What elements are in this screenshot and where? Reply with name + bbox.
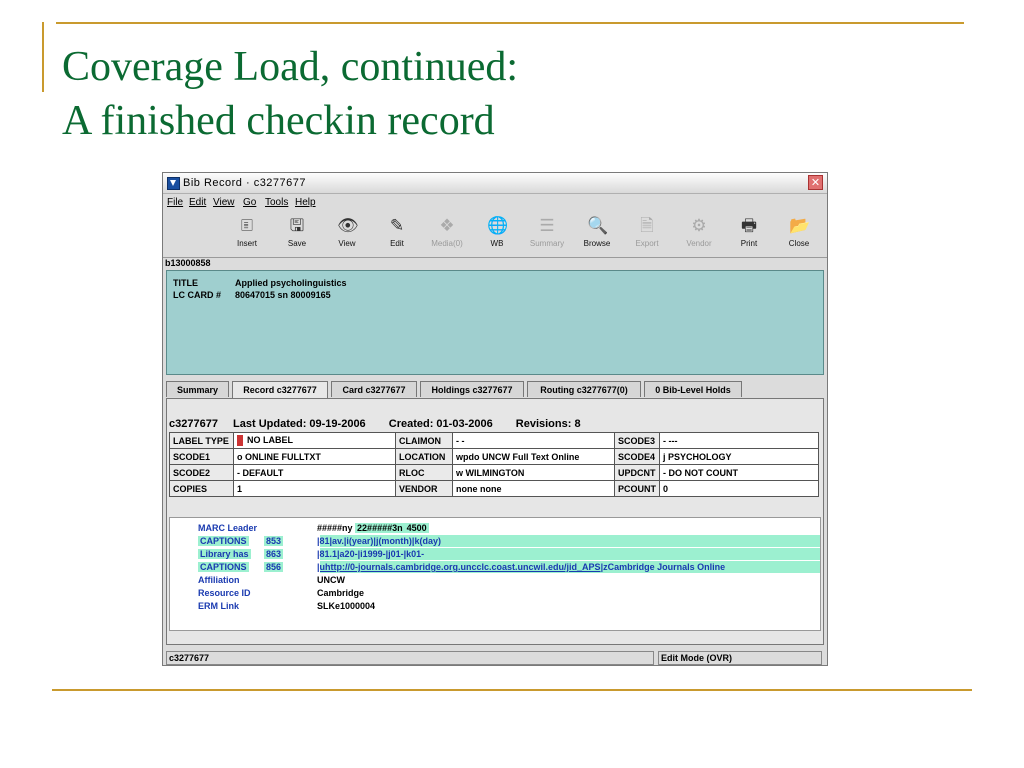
marc-row-library-has-863[interactable]	[170, 548, 820, 560]
window-title: Bib Record · c3277677	[183, 177, 307, 189]
field-value-location[interactable]: wpdo UNCW Full Text Online	[453, 449, 615, 465]
export-label: Export	[635, 239, 659, 248]
field-value-scode4[interactable]: j PSYCHOLOGY	[660, 449, 819, 465]
edit-button[interactable]	[375, 216, 419, 256]
bib-title-row	[173, 278, 347, 288]
field-label: CLAIMON	[396, 433, 453, 449]
marc-row-captions-856[interactable]	[170, 561, 820, 573]
media-label: Media(0)	[431, 239, 463, 248]
menu-view[interactable]: View	[213, 197, 235, 208]
slide-title-line2: A finished checkin record	[62, 98, 495, 144]
tab-bib-level-holds[interactable]: 0 Bib-Level Holds	[644, 381, 742, 397]
export-button[interactable]	[625, 216, 669, 256]
edit-label: Edit	[390, 239, 404, 248]
marc-value: UNCW	[317, 575, 345, 585]
marc-value	[317, 523, 429, 533]
record-tabs	[166, 381, 822, 399]
insert-button[interactable]	[225, 216, 269, 256]
edit-pencil-icon: ✎	[389, 216, 405, 235]
marc-fields-area	[169, 517, 821, 631]
table-row	[170, 481, 819, 497]
vendor-label: Vendor	[686, 239, 712, 248]
bib-lccard-label: LC CARD #	[173, 290, 222, 300]
print-label: Print	[740, 239, 758, 248]
tab-record[interactable]: Record c3277677	[232, 381, 328, 399]
marc-row-erm-link[interactable]	[170, 600, 820, 612]
bib-lccard-row	[173, 290, 331, 300]
record-id: c3277677	[169, 418, 218, 430]
app-logo-icon	[167, 177, 180, 190]
vendor-icon: ⚙	[691, 216, 707, 235]
window-close-button[interactable]: ✕	[808, 175, 823, 190]
save-label: Save	[287, 239, 307, 248]
marc-row-resource-id[interactable]	[170, 587, 820, 599]
menu-file[interactable]: File	[167, 197, 184, 208]
export-icon: 🗎	[640, 216, 654, 235]
field-value-scode3[interactable]: - ---	[660, 433, 819, 449]
record-panel	[166, 398, 824, 645]
marc-row-captions-853[interactable]	[170, 535, 820, 547]
field-label: SCODE4	[615, 449, 660, 465]
field-label: RLOC	[396, 465, 453, 481]
status-bar	[166, 651, 822, 665]
marc-value	[317, 562, 725, 572]
field-value-rloc[interactable]: w WILMINGTON	[453, 465, 615, 481]
marc-value: SLKe1000004	[317, 601, 376, 611]
menu-edit[interactable]: Edit	[189, 197, 207, 208]
menu-go[interactable]: Go	[243, 197, 257, 208]
window-titlebar[interactable]	[163, 173, 827, 194]
field-value-text: NO LABEL	[247, 434, 293, 445]
vendor-button[interactable]	[677, 216, 721, 256]
bib-number: b13000858	[163, 257, 828, 270]
slide-top-rule	[56, 22, 964, 24]
marc-field-number: 856	[266, 562, 282, 572]
save-disk-icon: 🖫	[289, 216, 305, 235]
marc-tag: ERM Link	[198, 601, 240, 611]
magnifier-icon: 🔍	[587, 216, 609, 235]
tab-holdings[interactable]: Holdings c3277677	[420, 381, 524, 397]
table-row	[170, 433, 819, 449]
marc-field-number: 863	[266, 549, 282, 559]
globe-icon: 🌐	[487, 216, 509, 235]
flag-icon	[237, 435, 243, 446]
status-edit-mode: Edit Mode (OVR)	[658, 651, 822, 665]
field-label: LABEL TYPE	[170, 433, 234, 449]
browse-label: Browse	[583, 239, 611, 248]
marc-tag: Affiliation	[198, 575, 240, 585]
media-icon: ❖	[439, 216, 455, 235]
bib-lccard-value: 80647015 sn 80009165	[235, 290, 331, 300]
menu-help[interactable]: Help	[295, 197, 316, 208]
field-label: SCODE3	[615, 433, 660, 449]
close-button[interactable]	[777, 216, 821, 256]
status-record-id: c3277677	[166, 651, 654, 665]
save-button[interactable]	[275, 216, 319, 256]
insert-icon: 🗉	[240, 216, 254, 235]
field-label: PCOUNT	[615, 481, 660, 497]
bib-title-label: TITLE	[173, 278, 198, 288]
slide-title-line1: Coverage Load, continued:	[62, 44, 519, 90]
field-label: UPDCNT	[615, 465, 660, 481]
field-label: SCODE2	[170, 465, 234, 481]
marc-field-number: 853	[266, 536, 282, 546]
table-row	[170, 465, 819, 481]
tab-card[interactable]: Card c3277677	[331, 381, 417, 397]
marc-value: Cambridge	[317, 588, 365, 598]
leader-part-a: #####ny	[317, 523, 353, 533]
wb-label: WB	[490, 239, 504, 248]
close-label: Close	[788, 239, 810, 248]
field-label: COPIES	[170, 481, 234, 497]
fixed-fields-table	[169, 432, 819, 497]
close-folder-icon: 📂	[789, 216, 811, 235]
field-value-updcnt[interactable]: - DO NOT COUNT	[660, 465, 819, 481]
media-button[interactable]	[425, 216, 469, 256]
field-value-label-type[interactable]	[234, 433, 396, 449]
printer-icon: 🖶	[740, 216, 758, 235]
marc-value: |81|av.|i(year)|j(month)|k(day)	[317, 536, 441, 546]
leader-part-c: 4500	[406, 523, 427, 533]
bib-record-window	[162, 172, 828, 666]
field-value-claimon[interactable]: - -	[453, 433, 615, 449]
url-link[interactable]: |uhttp://0-journals.cambridge.org.uncclc.coast.uncwil.edu/jid_APS	[317, 562, 601, 572]
field-label: VENDOR	[396, 481, 453, 497]
slide-title	[62, 40, 518, 148]
marc-row-leader[interactable]	[170, 522, 820, 534]
field-label: SCODE1	[170, 449, 234, 465]
field-value-scode1[interactable]: o ONLINE FULLTXT	[234, 449, 396, 465]
marc-value-rest: |zCambridge Journals Online	[600, 562, 726, 572]
marc-tag: CAPTIONS	[200, 536, 247, 546]
marc-row-affiliation[interactable]	[170, 574, 820, 586]
field-value-vendor[interactable]: none none	[453, 481, 615, 497]
record-revisions: Revisions: 8	[515, 418, 581, 430]
tab-routing[interactable]: Routing c3277677(0)	[527, 381, 641, 397]
view-button[interactable]	[325, 216, 369, 256]
browse-button[interactable]	[575, 216, 619, 256]
view-label: View	[338, 239, 356, 248]
table-row	[170, 449, 819, 465]
record-header	[169, 418, 601, 430]
tab-summary[interactable]: Summary	[166, 381, 229, 397]
menu-tools[interactable]: Tools	[265, 197, 289, 208]
record-last-updated: Last Updated: 09-19-2006	[233, 418, 366, 430]
marc-tag: Library has	[200, 549, 249, 559]
record-created: Created: 01-03-2006	[388, 418, 493, 430]
wb-button[interactable]	[475, 216, 519, 256]
marc-tag: Resource ID	[198, 588, 251, 598]
summary-list-icon: ☰	[539, 216, 555, 235]
insert-label: Insert	[236, 239, 257, 248]
marc-tag: CAPTIONS	[200, 562, 247, 572]
field-value-scode2[interactable]: - DEFAULT	[234, 465, 396, 481]
field-label: LOCATION	[396, 449, 453, 465]
field-value-copies[interactable]: 1	[234, 481, 396, 497]
print-button[interactable]	[727, 216, 771, 256]
marc-tag: MARC Leader	[198, 523, 258, 533]
marc-value: |81.1|a20-|i1999-|j01-|k01-	[317, 549, 425, 559]
bib-title-value: Applied psycholinguistics	[235, 278, 347, 288]
slide-vertical-rule	[42, 22, 44, 92]
menu-bar	[163, 194, 827, 212]
summary-label: Summary	[529, 239, 565, 248]
view-eye-icon: 👁	[337, 216, 359, 235]
leader-part-b: 22#####3n	[357, 523, 403, 533]
bib-summary-panel	[166, 270, 824, 375]
toolbar	[163, 212, 827, 258]
field-value-pcount[interactable]: 0	[660, 481, 819, 497]
summary-button[interactable]	[525, 216, 569, 256]
slide-bottom-rule	[52, 689, 972, 691]
